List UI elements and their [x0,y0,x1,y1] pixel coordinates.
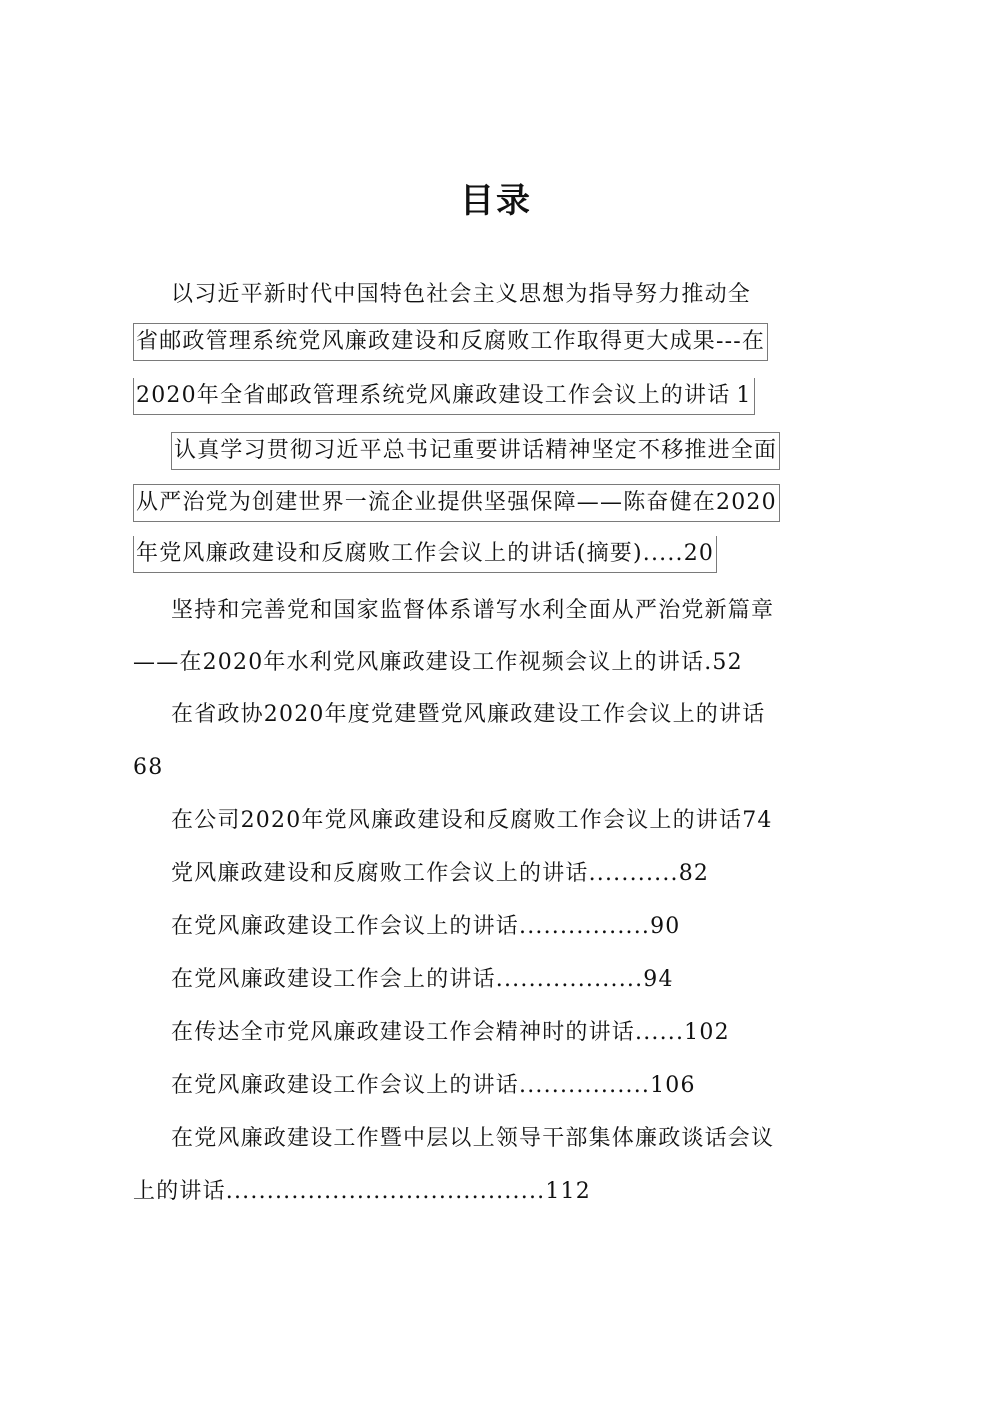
toc-page-number: 74 [742,808,773,833]
toc-entry-9[interactable] [171,1015,730,1051]
toc-page-number: 90 [650,914,681,939]
toc-page-number: 68 [133,755,164,780]
toc-entry-title: 认真学习贯彻习近平总书记重要讲话精神坚定不移推进全面 [174,438,778,463]
toc-entry-6[interactable] [171,856,709,892]
toc-entry-1-line-3[interactable] [133,378,755,415]
toc-page-number: 106 [650,1073,696,1098]
toc-entry-11-line-2[interactable] [133,1174,591,1210]
toc-entry-title: 在省政协2020年度党建暨党风廉政建设工作会议上的讲话 [171,702,766,727]
toc-entry-3-line-1[interactable] [171,593,774,629]
toc-entry-title: 在党风廉政建设工作会议上的讲话................ [171,914,651,939]
toc-entry-8[interactable] [171,962,674,998]
toc-entry-title: 在传达全市党风廉政建设工作会精神时的讲话...... [171,1020,685,1045]
toc-entry-7[interactable] [171,909,681,945]
toc-page-number: 52 [712,650,743,675]
toc-entry-5[interactable] [171,803,773,839]
toc-entry-title: 2020年全省邮政管理系统党风廉政建设工作会议上的讲话 [136,383,731,408]
toc-entry-11-line-1[interactable] [171,1121,774,1157]
toc-entry-2-line-1[interactable] [171,432,780,470]
toc-page-number: 1 [736,383,752,408]
toc-page-number: 102 [684,1020,730,1045]
toc-page-number: 112 [545,1179,591,1204]
toc-entry-title: 省邮政管理系统党风廉政建设和反腐败工作取得更大成果---在 [136,329,766,354]
toc-entry-2-line-3[interactable] [133,536,717,573]
toc-entry-2-line-2[interactable] [133,484,780,522]
toc-entry-10[interactable] [171,1068,696,1104]
toc-entry-title: 从严治党为创建世界一流企业提供坚强保障——陈奋健在2020 [136,490,777,515]
toc-entry-title: 上的讲话....................................... [133,1179,546,1204]
toc-entry-1-line-1[interactable] [171,277,751,313]
toc-entry-title: 在党风廉政建设工作会议上的讲话................ [171,1073,651,1098]
toc-entry-4-line-1[interactable] [171,697,765,733]
toc-entry-title: 以习近平新时代中国特色社会主义思想为指导努力推动全 [171,282,752,307]
toc-page-number: 82 [678,861,710,886]
toc-entry-3-line-2[interactable] [133,645,743,681]
toc-entry-title: 年党风廉政建设和反腐败工作会议上的讲话(摘要)..... [136,541,684,566]
toc-page-number: 94 [643,967,674,992]
toc-entry-1-line-2[interactable] [133,323,768,361]
toc-entry-title: 党风廉政建设和反腐败工作会议上的讲话........... [171,861,679,886]
toc-entry-title: 坚持和完善党和国家监督体系谱写水利全面从严治党新篇章 [171,598,775,623]
toc-entry-title: 在党风廉政建设工作暨中层以上领导干部集体廉政谈话会议 [171,1126,775,1151]
toc-entry-title: 在公司2020年党风廉政建设和反腐败工作会议上的讲话 [171,808,743,833]
page-title: 目录 [460,181,532,221]
toc-page-number: 20 [683,541,715,566]
toc-entry-title: ——在2020年水利党风廉政建设工作视频会议上的讲话. [133,650,713,675]
toc-entry-4-line-2[interactable] [133,750,163,786]
toc-entry-title: 在党风廉政建设工作会上的讲话.................. [171,967,644,992]
